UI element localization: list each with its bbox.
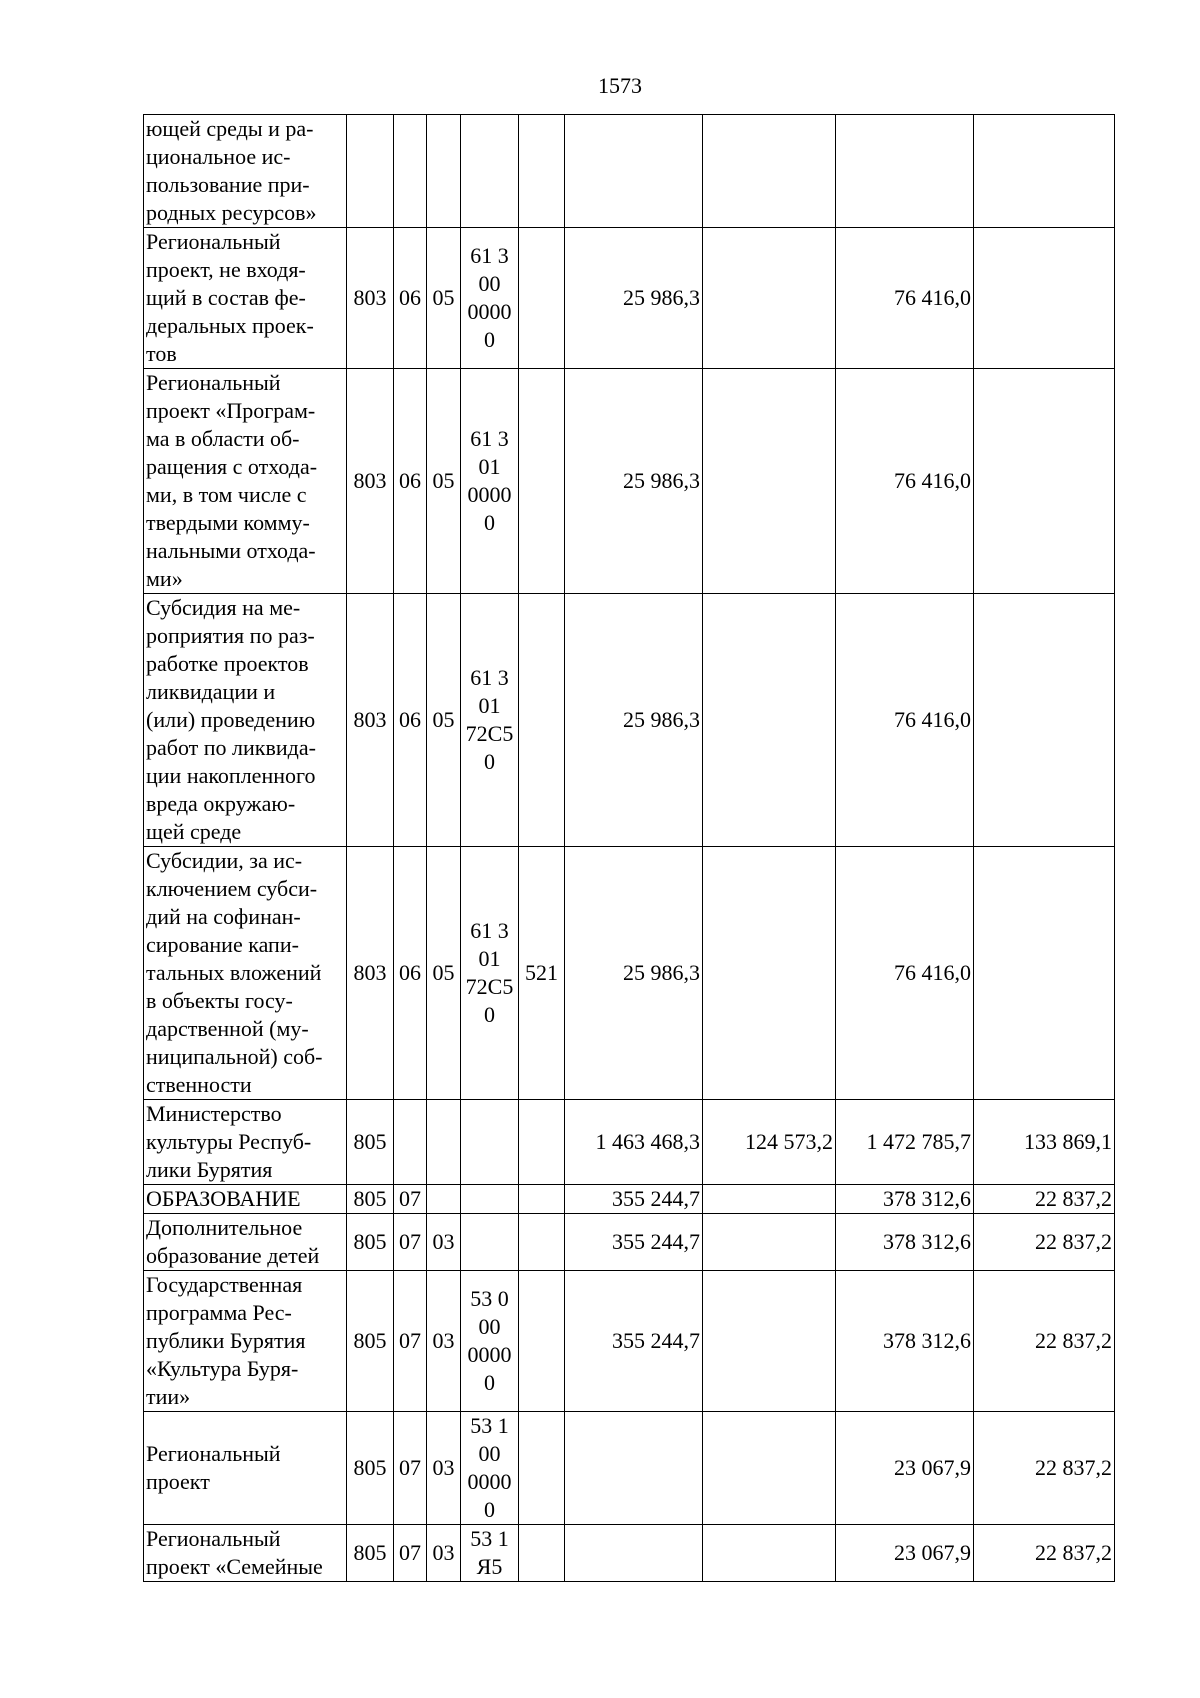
target-article-line: 0000	[467, 299, 512, 324]
target-article-line: 00	[478, 1441, 501, 1466]
row-name-cell	[144, 228, 347, 369]
target-article-line: 61 3	[470, 665, 509, 690]
section-code-cell: 06	[394, 369, 427, 594]
expense-type-cell	[519, 1271, 565, 1412]
amount-cell-1: 355 244,7	[565, 1214, 703, 1271]
amount-cell-3: 378 312,6	[836, 1271, 974, 1412]
row-name-line: ственности	[146, 1072, 252, 1097]
row-name-line: щий в состав фе-	[146, 285, 306, 310]
row-name-cell	[144, 1525, 347, 1582]
target-article-line: 53 0	[470, 1286, 509, 1311]
row-name-cell	[144, 594, 347, 847]
row-name-line: (или) проведению	[146, 707, 316, 732]
expense-type-cell	[519, 594, 565, 847]
ved-code-cell	[347, 115, 394, 228]
amount-cell-3: 23 067,9	[836, 1412, 974, 1525]
expense-type-cell	[519, 115, 565, 228]
amount-cell-4	[974, 228, 1115, 369]
row-name-line: ма в области об-	[146, 426, 300, 451]
section-code-cell: 06	[394, 847, 427, 1100]
amount-cell-1	[565, 1412, 703, 1525]
amount-cell-1: 25 986,3	[565, 228, 703, 369]
amount-cell-1: 25 986,3	[565, 847, 703, 1100]
subsection-code-cell	[427, 115, 461, 228]
section-code-cell	[394, 1100, 427, 1185]
row-name-line: деральных проек-	[146, 313, 314, 338]
target-article-line: 0	[484, 749, 495, 774]
target-article-cell	[461, 1185, 519, 1214]
subsection-code-cell: 05	[427, 594, 461, 847]
target-article-line: 00	[478, 1314, 501, 1339]
row-name-line: твердыми комму-	[146, 510, 310, 535]
amount-cell-1	[565, 1525, 703, 1582]
section-code-cell: 07	[394, 1525, 427, 1582]
row-name-line: образование детей	[146, 1243, 320, 1268]
section-code-cell: 06	[394, 594, 427, 847]
ved-code-cell: 803	[347, 369, 394, 594]
ved-code-cell: 803	[347, 847, 394, 1100]
row-name-cell	[144, 1185, 347, 1214]
ved-code-cell: 805	[347, 1525, 394, 1582]
section-code-cell: 07	[394, 1185, 427, 1214]
target-article-line: 0	[484, 327, 495, 352]
table-row	[144, 1214, 1115, 1271]
amount-cell-4: 22 837,2	[974, 1214, 1115, 1271]
target-article-line: 53 1	[470, 1413, 509, 1438]
subsection-code-cell: 03	[427, 1271, 461, 1412]
amount-cell-1: 25 986,3	[565, 594, 703, 847]
row-name-line: пользование при-	[146, 172, 310, 197]
section-code-cell: 06	[394, 228, 427, 369]
amount-cell-4: 133 869,1	[974, 1100, 1115, 1185]
row-name-line: ции накопленного	[146, 763, 316, 788]
target-article-cell	[461, 115, 519, 228]
target-article-cell	[461, 228, 519, 369]
ved-code-cell: 805	[347, 1412, 394, 1525]
target-article-cell	[461, 1214, 519, 1271]
amount-cell-2	[703, 1271, 836, 1412]
budget-table	[143, 114, 1115, 1582]
ved-code-cell: 803	[347, 594, 394, 847]
table-row	[144, 847, 1115, 1100]
row-name-line: программа Рес-	[146, 1300, 292, 1325]
row-name-line: тов	[146, 341, 177, 366]
row-name-line: проект «Семейные	[146, 1554, 323, 1579]
target-article-line: 01	[478, 946, 501, 971]
row-name-line: проект, не входя-	[146, 257, 306, 282]
row-name-cell	[144, 115, 347, 228]
row-name-cell	[144, 847, 347, 1100]
subsection-code-cell: 05	[427, 369, 461, 594]
table-row	[144, 1525, 1115, 1582]
row-name-line: ниципальной) соб-	[146, 1044, 323, 1069]
target-article-cell	[461, 1100, 519, 1185]
row-name-line: Субсидия на ме-	[146, 595, 301, 620]
table-row	[144, 1185, 1115, 1214]
amount-cell-3: 76 416,0	[836, 594, 974, 847]
target-article-line: 61 3	[470, 918, 509, 943]
table-row	[144, 369, 1115, 594]
table-row	[144, 1412, 1115, 1525]
amount-cell-3: 1 472 785,7	[836, 1100, 974, 1185]
expense-type-cell	[519, 228, 565, 369]
row-name-line: ющей среды и ра-	[146, 116, 314, 141]
target-article-line: 72С5	[465, 974, 514, 999]
amount-cell-2	[703, 228, 836, 369]
row-name-line: тии»	[146, 1384, 191, 1409]
row-name-line: Региональный	[146, 229, 281, 254]
section-code-cell: 07	[394, 1214, 427, 1271]
target-article-line: 0000	[467, 1342, 512, 1367]
amount-cell-1: 1 463 468,3	[565, 1100, 703, 1185]
row-name-line: родных ресурсов»	[146, 200, 317, 225]
row-name-line: нальными отхода-	[146, 538, 316, 563]
row-name-line: Региональный	[146, 1441, 281, 1466]
row-name-line: «Культура Буря-	[146, 1356, 299, 1381]
target-article-line: 0000	[467, 1469, 512, 1494]
amount-cell-2	[703, 1214, 836, 1271]
target-article-line: 01	[478, 693, 501, 718]
amount-cell-1: 355 244,7	[565, 1271, 703, 1412]
target-article-line: 0	[484, 1370, 495, 1395]
table-row	[144, 228, 1115, 369]
target-article-cell	[461, 1271, 519, 1412]
target-article-line: 00	[478, 271, 501, 296]
amount-cell-3	[836, 115, 974, 228]
row-name-line: ликвидации и	[146, 679, 276, 704]
row-name-cell	[144, 1412, 347, 1525]
row-name-line: публики Бурятия	[146, 1328, 306, 1353]
amount-cell-2	[703, 1185, 836, 1214]
row-name-line: ми, в том числе с	[146, 482, 307, 507]
row-name-line: сирование капи-	[146, 932, 299, 957]
amount-cell-3: 76 416,0	[836, 847, 974, 1100]
table-row	[144, 1271, 1115, 1412]
row-name-line: ращения с отхода-	[146, 454, 318, 479]
amount-cell-1: 25 986,3	[565, 369, 703, 594]
row-name-cell	[144, 1214, 347, 1271]
expense-type-cell	[519, 1214, 565, 1271]
row-name-cell	[144, 1271, 347, 1412]
ved-code-cell: 805	[347, 1100, 394, 1185]
target-article-line: 61 3	[470, 243, 509, 268]
subsection-code-cell: 03	[427, 1412, 461, 1525]
row-name-line: Субсидии, за ис-	[146, 848, 303, 873]
target-article-cell	[461, 594, 519, 847]
row-name-line: дарственной (му-	[146, 1016, 309, 1041]
row-name-line: Региональный	[146, 1526, 281, 1551]
row-name-line: Дополнительное	[146, 1215, 303, 1240]
table-row	[144, 594, 1115, 847]
amount-cell-3: 378 312,6	[836, 1185, 974, 1214]
amount-cell-4: 22 837,2	[974, 1185, 1115, 1214]
row-name-line: лики Бурятия	[146, 1157, 273, 1182]
section-code-cell: 07	[394, 1271, 427, 1412]
amount-cell-3: 378 312,6	[836, 1214, 974, 1271]
amount-cell-3: 76 416,0	[836, 369, 974, 594]
subsection-code-cell: 03	[427, 1214, 461, 1271]
amount-cell-4: 22 837,2	[974, 1525, 1115, 1582]
row-name-line: роприятия по раз-	[146, 623, 315, 648]
amount-cell-2	[703, 847, 836, 1100]
amount-cell-2	[703, 1412, 836, 1525]
expense-type-cell	[519, 369, 565, 594]
expense-type-cell	[519, 1100, 565, 1185]
section-code-cell: 07	[394, 1412, 427, 1525]
ved-code-cell: 805	[347, 1214, 394, 1271]
row-name-cell	[144, 1100, 347, 1185]
expense-type-cell	[519, 1185, 565, 1214]
ved-code-cell: 803	[347, 228, 394, 369]
subsection-code-cell: 05	[427, 228, 461, 369]
ved-code-cell: 805	[347, 1271, 394, 1412]
row-name-line: вреда окружаю-	[146, 791, 296, 816]
target-article-line: 0	[484, 1002, 495, 1027]
row-name-line: Государственная	[146, 1272, 303, 1297]
row-name-cell	[144, 369, 347, 594]
row-name-line: культуры Респуб-	[146, 1129, 312, 1154]
row-name-line: тальных вложений	[146, 960, 322, 985]
amount-cell-4: 22 837,2	[974, 1412, 1115, 1525]
amount-cell-2	[703, 369, 836, 594]
amount-cell-3: 23 067,9	[836, 1525, 974, 1582]
subsection-code-cell: 05	[427, 847, 461, 1100]
amount-cell-2	[703, 115, 836, 228]
row-name-line: Региональный	[146, 370, 281, 395]
amount-cell-2	[703, 594, 836, 847]
target-article-cell	[461, 847, 519, 1100]
amount-cell-1: 355 244,7	[565, 1185, 703, 1214]
section-code-cell	[394, 115, 427, 228]
target-article-cell	[461, 369, 519, 594]
target-article-line: 53 1	[470, 1526, 509, 1551]
amount-cell-3: 76 416,0	[836, 228, 974, 369]
row-name-line: в объекты госу-	[146, 988, 293, 1013]
target-article-line: 72С5	[465, 721, 514, 746]
amount-cell-4	[974, 847, 1115, 1100]
row-name-line: дий на софинан-	[146, 904, 301, 929]
page-number: 1573	[598, 73, 642, 98]
target-article-cell	[461, 1525, 519, 1582]
target-article-line: 0000	[467, 482, 512, 507]
expense-type-cell	[519, 1412, 565, 1525]
amount-cell-4	[974, 115, 1115, 228]
target-article-line: 01	[478, 454, 501, 479]
subsection-code-cell	[427, 1100, 461, 1185]
amount-cell-4	[974, 594, 1115, 847]
target-article-line: 0	[484, 1497, 495, 1522]
target-article-line: 61 3	[470, 426, 509, 451]
row-name-line: щей среде	[146, 819, 242, 844]
amount-cell-4	[974, 369, 1115, 594]
amount-cell-1	[565, 115, 703, 228]
table-body	[144, 115, 1115, 1582]
expense-type-cell: 521	[519, 847, 565, 1100]
target-article-line: 0	[484, 510, 495, 535]
ved-code-cell: 805	[347, 1185, 394, 1214]
amount-cell-2	[703, 1525, 836, 1582]
row-name-line: ключением субси-	[146, 876, 318, 901]
subsection-code-cell	[427, 1185, 461, 1214]
row-name-line: ОБРАЗОВАНИЕ	[146, 1186, 301, 1211]
row-name-line: работке проектов	[146, 651, 309, 676]
row-name-line: проект	[146, 1469, 210, 1494]
row-name-line: проект «Програм-	[146, 398, 316, 423]
expense-type-cell	[519, 1525, 565, 1582]
row-name-line: работ по ликвида-	[146, 735, 316, 760]
table-row	[144, 1100, 1115, 1185]
table-row	[144, 115, 1115, 228]
row-name-line: Министерство	[146, 1101, 282, 1126]
amount-cell-2: 124 573,2	[703, 1100, 836, 1185]
target-article-line: Я5	[476, 1554, 503, 1579]
subsection-code-cell: 03	[427, 1525, 461, 1582]
target-article-cell	[461, 1412, 519, 1525]
amount-cell-4: 22 837,2	[974, 1271, 1115, 1412]
row-name-line: ми»	[146, 566, 183, 591]
row-name-line: циональное ис-	[146, 144, 291, 169]
